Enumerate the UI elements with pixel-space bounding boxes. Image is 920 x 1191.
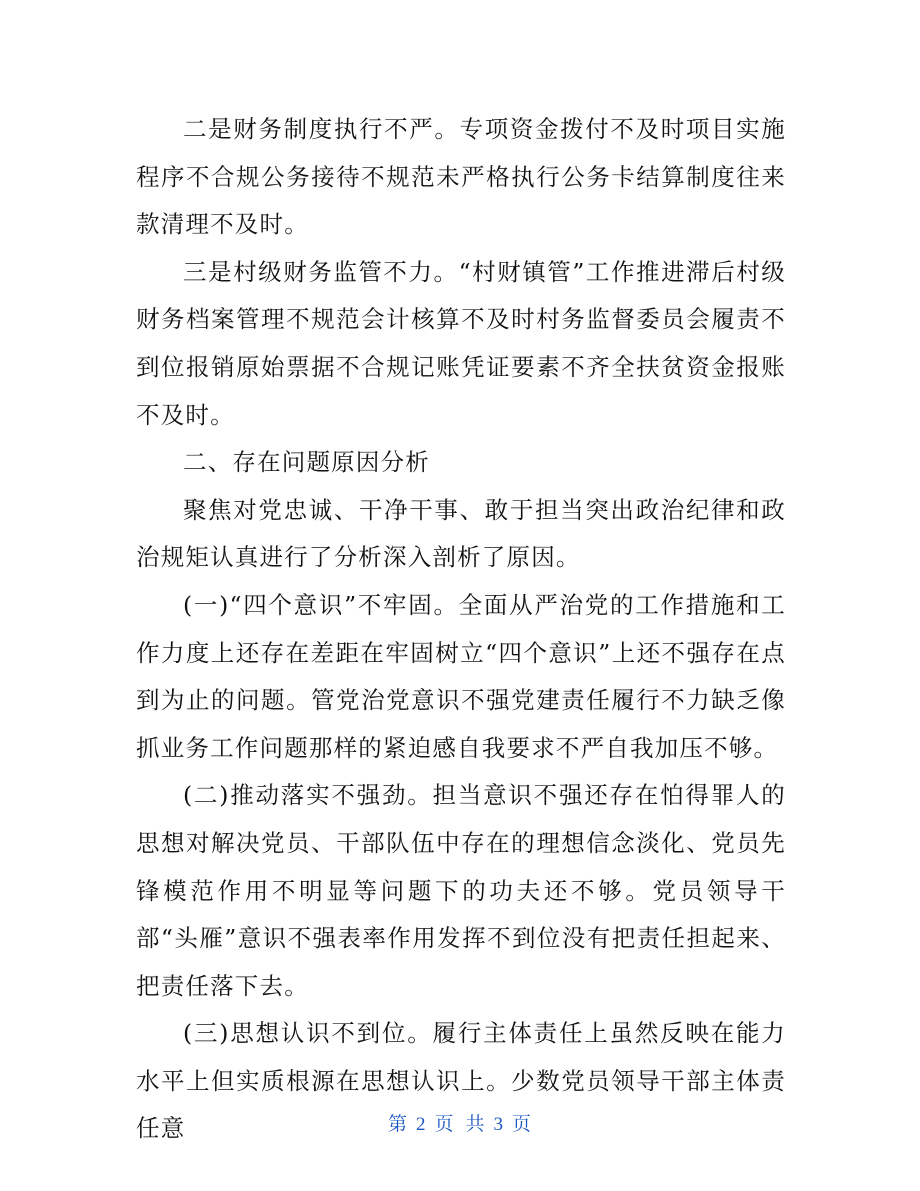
paragraph-village-supervision: 三是村级财务监管不力。“村财镇管”工作推进滞后村级财务档案管理不规范会计核算不及时村务监督委员会履责不到位报销原始票据不合规记账凭证要素不齐全扶贫资金报账不及时。 bbox=[136, 257, 786, 429]
document-body bbox=[136, 106, 786, 1153]
footer-prefix: 第 bbox=[387, 1113, 408, 1135]
footer-total-word: 共 bbox=[465, 1113, 486, 1135]
paragraph-ideological-awareness: (三)思想认识不到位。履行主体责任上虽然反映在能力水平上但实质根源在思想认识上。少数党员领导干部主体责任意 bbox=[136, 1019, 786, 1143]
paragraph-analysis-intro: 聚焦对党忠诚、干净干事、敢于担当突出政治纪律和政治规矩认真进行了分析深入剖析了原因。 bbox=[136, 495, 786, 572]
section-heading-cause-analysis: 二、存在问题原因分析 bbox=[183, 448, 430, 477]
paragraph-four-consciousness: (一)“四个意识”不牢固。全面从严治党的工作措施和工作力度上还存在差距在牢固树立“四个意识”上还不强存在点到为止的问题。管党治党意识不强党建责任履行不力缺乏像抓业务工作问题那样的紧迫感自我要求不严自我加压不够。 bbox=[136, 590, 786, 762]
footer-suffix: 页 bbox=[512, 1113, 533, 1135]
page-footer bbox=[0, 1112, 920, 1137]
paragraph-financial-system: 二是财务制度执行不严。专项资金拨付不及时项目实施程序不合规公务接待不规范未严格执行公务卡结算制度往来款清理不及时。 bbox=[136, 115, 786, 239]
footer-page-number: 2 bbox=[415, 1114, 427, 1135]
footer-total-pages: 3 bbox=[493, 1114, 505, 1135]
paragraph-implementation: (二)推动落实不强劲。担当意识不强还存在怕得罪人的思想对解决党员、干部队伍中存在的理想信念淡化、党员先锋模范作用不明显等问题下的功夫还不够。党员领导干部“头雁”意识不强表率作用发挥不到位没有把责任担起来、把责任落下去。 bbox=[136, 781, 786, 1000]
footer-page-word: 页 bbox=[434, 1113, 455, 1135]
